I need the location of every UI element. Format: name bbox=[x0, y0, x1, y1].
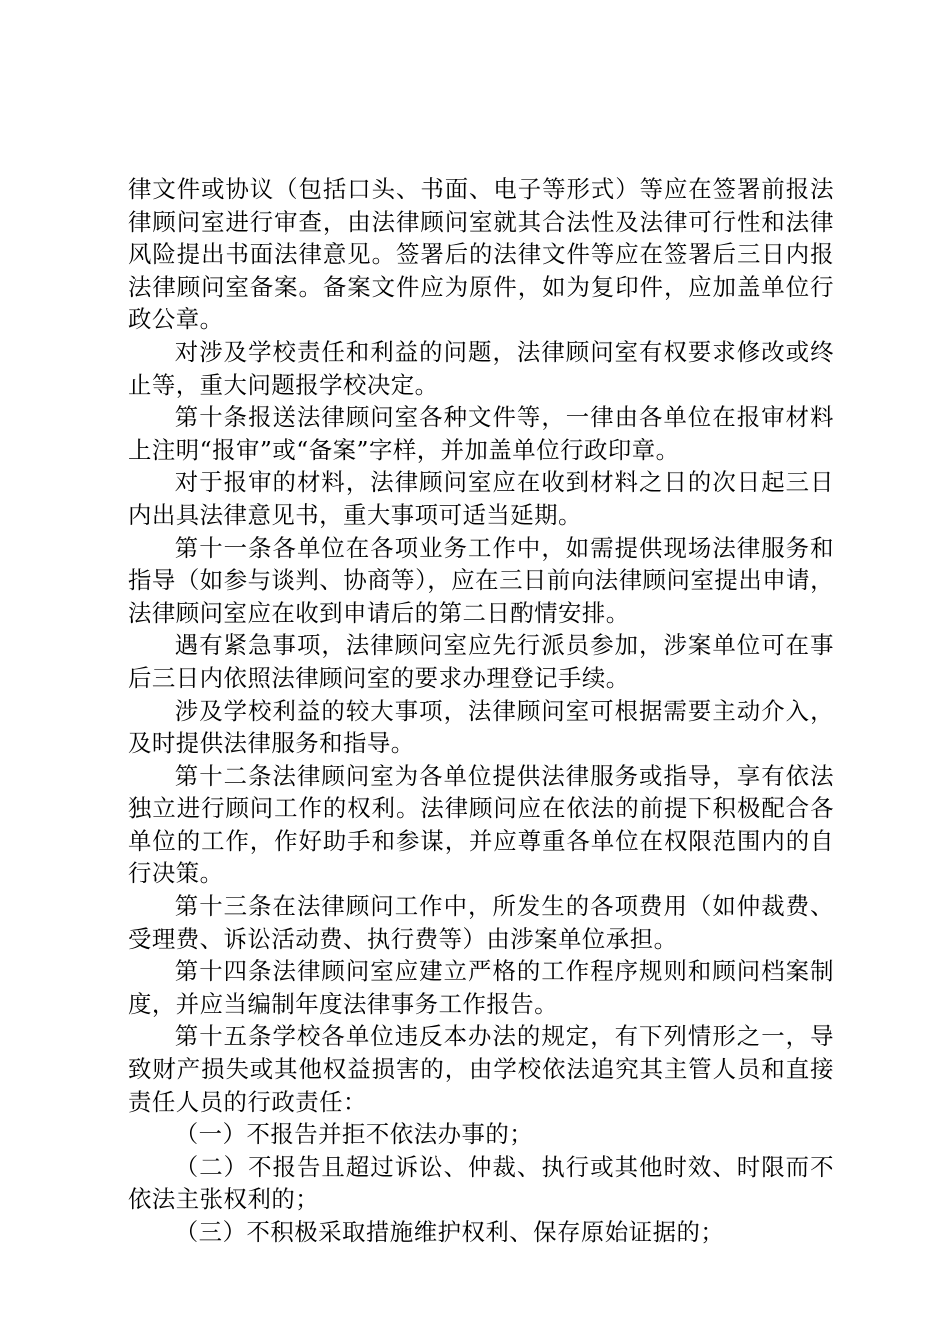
paragraph-7: 涉及学校利益的较大事项，法律顾问室可根据需要主动介入，及时提供法律服务和指导。 bbox=[128, 696, 834, 758]
document-body bbox=[128, 173, 834, 1249]
paragraph-article-15: 第十五条学校各单位违反本办法的规定，有下列情形之一，导致财产损失或其他权益损害的，由学校依法追究其主管人员和直接责任人员的行政责任： bbox=[128, 1022, 834, 1116]
paragraph-4: 对于报审的材料，法律顾问室应在收到材料之日的次日起三日内出具法律意见书，重大事项可适当延期。 bbox=[128, 468, 834, 529]
paragraph-article-14: 第十四条法律顾问室应建立严格的工作程序规则和顾问档案制度，并应当编制年度法律事务工作报告。 bbox=[128, 957, 834, 1018]
paragraph-article-13: 第十三条在法律顾问工作中，所发生的各项费用（如仲裁费、受理费、诉讼活动费、执行费等）由涉案单位承担。 bbox=[128, 892, 834, 953]
list-item-2: （二）不报告且超过诉讼、仲裁、执行或其他时效、时限而不依法主张权利的； bbox=[128, 1152, 834, 1214]
paragraph-6: 遇有紧急事项，法律顾问室应先行派员参加，涉案单位可在事后三日内依照法律顾问室的要求办理登记手续。 bbox=[128, 631, 834, 692]
paragraph-2: 对涉及学校责任和利益的问题，法律顾问室有权要求修改或终止等，重大问题报学校决定。 bbox=[128, 337, 834, 399]
paragraph-article-10: 第十条报送法律顾问室各种文件等，一律由各单位在报审材料上注明“报审”或“备案”字样，并加盖单位行政印章。 bbox=[128, 403, 834, 464]
list-item-1: （一）不报告并拒不依法办事的； bbox=[174, 1120, 534, 1149]
paragraph-article-12: 第十二条法律顾问室为各单位提供法律服务或指导，享有依法独立进行顾问工作的权利。法律顾问应在依法的前提下积极配合各单位的工作，作好助手和参谋，并应尊重各单位在权限范围内的自行决策。 bbox=[128, 761, 834, 888]
paragraph-1: 律文件或协议（包括口头、书面、电子等形式）等应在签署前报法律顾问室进行审查，由法律顾问室就其合法性及法律可行性和法律风险提出书面法律意见。签署后的法律文件等应在签署后三日内报法律顾问室备案。备案文件应为原件，如为复印件，应加盖单位行政公章。 bbox=[128, 175, 834, 334]
paragraph-article-11: 第十一条各单位在各项业务工作中，如需提供现场法律服务和指导（如参与谈判、协商等），应在三日前向法律顾问室提出申请，法律顾问室应在收到申请后的第二日酌情安排。 bbox=[128, 533, 834, 627]
list-item-3: （三）不积极采取措施维护权利、保存原始证据的； bbox=[174, 1218, 725, 1246]
